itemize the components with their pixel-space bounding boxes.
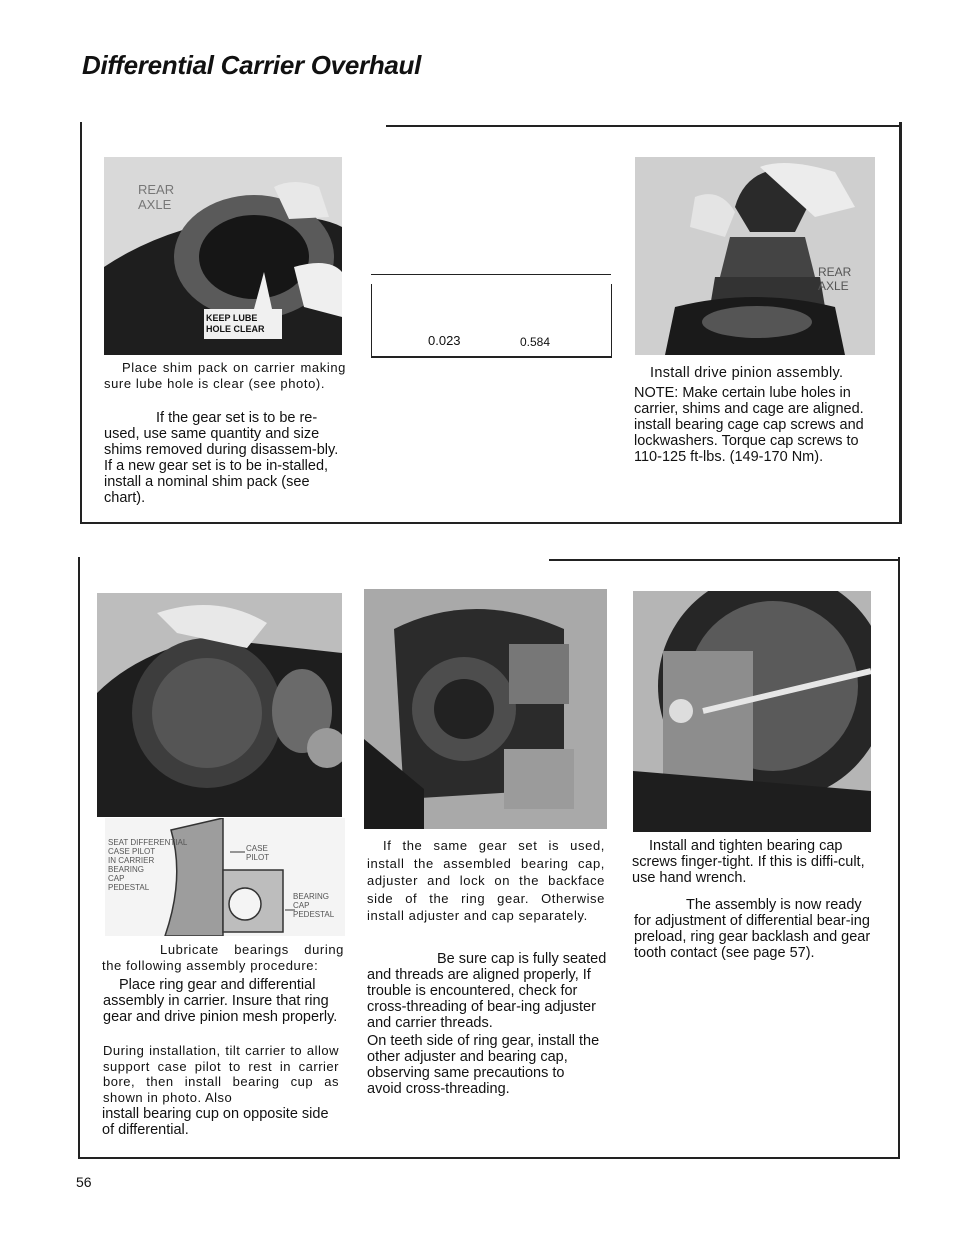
section-2-top-rule (549, 559, 899, 561)
photo-label-keep-lube: KEEP LUBE (206, 313, 258, 323)
diagram-label-seat: SEAT DIFFERENTIAL CASE PILOT IN CARRIER BEARING CAP PEDESTAL (108, 838, 188, 892)
tighten-screws-caption: Install and tighten bearing cap screws finger-tight. If this is diffi-cult, use hand wrench. (632, 838, 865, 886)
shim-caption-1: Place shim pack on carrier making sure lube hole is clear (see photo). (104, 360, 346, 391)
photo-label-rear-2: REAR (818, 265, 852, 279)
ready-for-adjustment-caption: The assembly is now ready for adjustment of differential bear-ing preload, ring gear backlash and gear tooth contact (see page 57). (634, 897, 871, 961)
lubricate-caption: Lubricate bearings during the following assembly procedure: (102, 942, 344, 973)
bearing-cap-screws-photo (633, 591, 871, 832)
teeth-side-caption: On teeth side of ring gear, install the other adjuster and bearing cap, observing same precautions to avoid cross-threading. (367, 1033, 600, 1097)
shim-chart-value-mm: 0.584 (520, 335, 551, 349)
pinion-caption-2: NOTE: Make certain lube holes in carrier, shims and cage are aligned. install bearing cage cap screws and lockwashers. Torque cap screws to 110-125 ft-lbs. (149-170 Nm). (634, 385, 864, 465)
diagram-label-case-pilot: CASE PILOT (246, 844, 270, 862)
opposite-side-caption: install bearing cup on opposite side of differential. (102, 1106, 329, 1138)
photo-label-hole-clear: HOLE CLEAR (206, 324, 265, 334)
pinion-caption-1: Install drive pinion assembly. (650, 365, 844, 381)
diagram-label-bearing-cap: BEARING CAP PEDESTAL (293, 892, 335, 919)
shim-chart-table (371, 284, 612, 358)
photo-label-axle-2: AXLE (818, 279, 849, 293)
photo-label-rear: REAR (138, 182, 175, 197)
drive-pinion-photo (635, 157, 875, 355)
bearing-cap-adjuster-photo (364, 589, 607, 829)
place-ring-gear-caption: Place ring gear and differential assembly in carrier. Insure that ring gear and drive pinion mesh properly. (103, 977, 338, 1025)
ring-gear-install-photo (97, 593, 342, 817)
shim-chart-value-in: 0.023 (428, 333, 461, 348)
section-1-top-rule (386, 125, 900, 127)
shim-caption-2: If the gear set is to be re-used, use same quantity and size shims removed during disassem-bly. If a new gear set is to be in-stalled, install a nominal shim pack (see chart). (104, 410, 339, 506)
photo-label-axle: AXLE (138, 197, 172, 212)
tilt-carrier-caption: During installation, tilt carrier to allow support case pilot to rest in carrier bore, then install bearing cup as shown in photo. Also (103, 1043, 339, 1105)
page-number: 56 (76, 1174, 92, 1190)
same-gear-set-caption: If the same gear set is used, install the assembled bearing cap, adjuster and lock on the backface side of the ring gear. Otherwise install adjuster and cap separately. (367, 838, 605, 923)
cap-seated-caption: Be sure cap is fully seated and threads are aligned properly, If trouble is encountered, check for cross-threading of bear-ing adjuster and carrier threads. (367, 951, 607, 1031)
page-title: Differential Carrier Overhaul (82, 50, 422, 80)
shim-chart-top-rule (371, 274, 611, 275)
